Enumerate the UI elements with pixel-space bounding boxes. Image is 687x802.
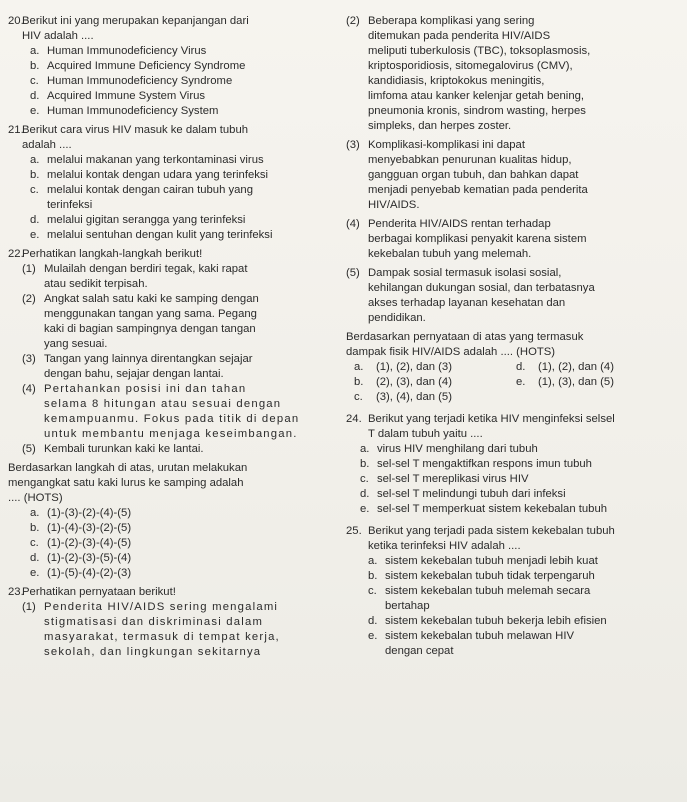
question-instruction: Berdasarkan pernyataan di atas yang termasuk dampak fisik HIV/AIDS adalah .... (HOTS) xyxy=(346,331,584,358)
option-a[interactable]: a. Human Immunodeficiency Virus xyxy=(30,45,207,57)
question-number: 24. xyxy=(346,413,362,425)
option-b[interactable]: b. Acquired Immune Deficiency Syndrome xyxy=(30,60,246,72)
option-e[interactable]: e. sel-sel T memperkuat sistem kekebalan tubuh xyxy=(360,503,608,515)
question-20 xyxy=(8,14,338,119)
question-22 xyxy=(8,247,338,581)
option-a[interactable]: a. (1)-(3)-(2)-(4)-(5) xyxy=(30,507,132,519)
option-c[interactable]: c. Human Immunodeficiency Syndrome xyxy=(30,75,233,87)
question-24 xyxy=(346,412,680,517)
option-d[interactable]: d. Acquired Immune System Virus xyxy=(30,90,206,102)
option-e[interactable]: e. Human Immunodeficiency System xyxy=(30,105,219,117)
option-d[interactable]: d. (1)-(2)-(3)-(5)-(4) xyxy=(30,552,132,564)
option-b[interactable]: b. (1)-(4)-(3)-(2)-(5) xyxy=(30,522,132,534)
option-a[interactable]: a. melalui makanan yang terkontaminasi virus xyxy=(30,154,264,166)
step-2: (2) Angkat salah satu kaki ke samping dengan menggunakan tangan yang sama. Pegang kaki di bagian sampingnya dengan tangan yang sesuai. xyxy=(22,293,259,350)
question-stem: Berikut cara virus HIV masuk ke dalam tubuh adalah .... xyxy=(22,124,249,151)
option-e[interactable]: e. (1), (3), dan (5) xyxy=(516,376,614,388)
question-stem: Perhatikan langkah-langkah berikut! xyxy=(22,248,203,260)
option-a[interactable]: a. sistem kekebalan tubuh menjadi lebih kuat xyxy=(368,555,598,567)
question-stem: Berikut ini yang merupakan kepanjangan dari HIV adalah .... xyxy=(22,15,249,42)
option-c[interactable]: c. sistem kekebalan tubuh melemah secara bertahap xyxy=(368,585,591,612)
step-4: (4) Pertahankan posisi ini dan tahan selama 8 hitungan atau sesuai dengan kemampuanmu. Fokus pada titik di depan untuk membantu menjaga keseimbangan. xyxy=(22,383,300,440)
option-b[interactable]: b. sistem kekebalan tubuh tidak terpengaruh xyxy=(368,570,595,582)
step-5: (5) Kembali turunkan kaki ke lantai. xyxy=(22,443,204,455)
statement-1: (1) Penderita HIV/AIDS sering mengalami stigmatisasi dan diskriminasi dalam masyarakat, termasuk di tempat kerja, sekolah, dan lingkungan sekitarnya xyxy=(22,601,280,658)
statement-3: (3) Komplikasi-komplikasi ini dapat menyebabkan penurunan kualitas hidup, gangguan organ tubuh, dan bahkan dapat menjadi penyebab kematian pada penderita HIV/AIDS. xyxy=(346,139,588,211)
question-23 xyxy=(8,585,338,660)
question-number: 20. xyxy=(8,15,24,27)
statement-2: (2) Beberapa komplikasi yang sering ditemukan pada penderita HIV/AIDS meliputi tuberkulosis (TBC), toksoplasmosis, kriptosporidiosis, sitomegalovirus (CMV), kandidiasis, kriptokokus meningitis, limfoma atau kanker kelenjar getah bening, pneumonia kronis, sindrom wasting, herpes simpleks, dan herpes zoster. xyxy=(346,15,591,132)
question-21 xyxy=(8,123,338,243)
option-d[interactable]: d. (1), (2), dan (4) xyxy=(516,361,614,373)
option-e[interactable]: e. sistem kekebalan tubuh melawan HIV dengan cepat xyxy=(368,630,575,657)
question-stem: Berikut yang terjadi ketika HIV menginfeksi selsel T dalam tubuh yaitu .... xyxy=(368,413,615,440)
question-stem: Perhatikan pernyataan berikut! xyxy=(22,586,176,598)
option-d[interactable]: d. sistem kekebalan tubuh bekerja lebih efisien xyxy=(368,615,607,627)
option-e[interactable]: e. (1)-(5)-(4)-(2)-(3) xyxy=(30,567,132,579)
option-b[interactable]: b. (2), (3), dan (4) xyxy=(354,376,452,388)
option-b[interactable]: b. melalui kontak dengan udara yang terinfeksi xyxy=(30,169,269,181)
options-grid xyxy=(346,360,680,405)
step-3: (3) Tangan yang lainnya direntangkan sejajar dengan bahu, sejajar dengan lantai. xyxy=(22,353,253,380)
option-b[interactable]: b. sel-sel T mengaktifkan respons imun tubuh xyxy=(360,458,592,470)
option-d[interactable]: d. sel-sel T melindungi tubuh dari infeksi xyxy=(360,488,566,500)
option-c[interactable]: c. sel-sel T mereplikasi virus HIV xyxy=(360,473,529,485)
question-stem: Berikut yang terjadi pada sistem kekebalan tubuh ketika terinfeksi HIV adalah .... xyxy=(368,525,615,552)
question-number: 22. xyxy=(8,248,24,260)
right-column xyxy=(346,14,680,659)
option-a[interactable]: a. (1), (2), dan (3) xyxy=(354,361,452,373)
option-c[interactable]: c. (3), (4), dan (5) xyxy=(354,391,452,403)
option-c[interactable]: c. melalui kontak dengan cairan tubuh yang terinfeksi xyxy=(30,184,253,211)
step-1: (1) Mulailah dengan berdiri tegak, kaki rapat atau sedikit terpisah. xyxy=(22,263,248,290)
option-c[interactable]: c. (1)-(2)-(3)-(4)-(5) xyxy=(30,537,132,549)
left-column xyxy=(8,14,338,660)
question-number: 23. xyxy=(8,586,24,598)
option-e[interactable]: e. melalui sentuhan dengan kulit yang terinfeksi xyxy=(30,229,273,241)
statement-5: (5) Dampak sosial termasuk isolasi sosial, kehilangan dukungan sosial, dan terbatasnya akses terhadap layanan kesehatan dan pendidikan. xyxy=(346,267,595,324)
statement-4: (4) Penderita HIV/AIDS rentan terhadap berbagai komplikasi penyakit karena sistem kekebalan tubuh yang melemah. xyxy=(346,218,587,260)
question-25 xyxy=(346,524,680,659)
question-number: 25. xyxy=(346,525,362,537)
question-number: 21. xyxy=(8,124,24,136)
question-instruction: Berdasarkan langkah di atas, urutan melakukan mengangkat satu kaki lurus ke samping adalah .... (HOTS) xyxy=(8,462,248,504)
option-d[interactable]: d. melalui gigitan serangga yang terinfeksi xyxy=(30,214,246,226)
option-a[interactable]: a. virus HIV menghilang dari tubuh xyxy=(360,443,538,455)
